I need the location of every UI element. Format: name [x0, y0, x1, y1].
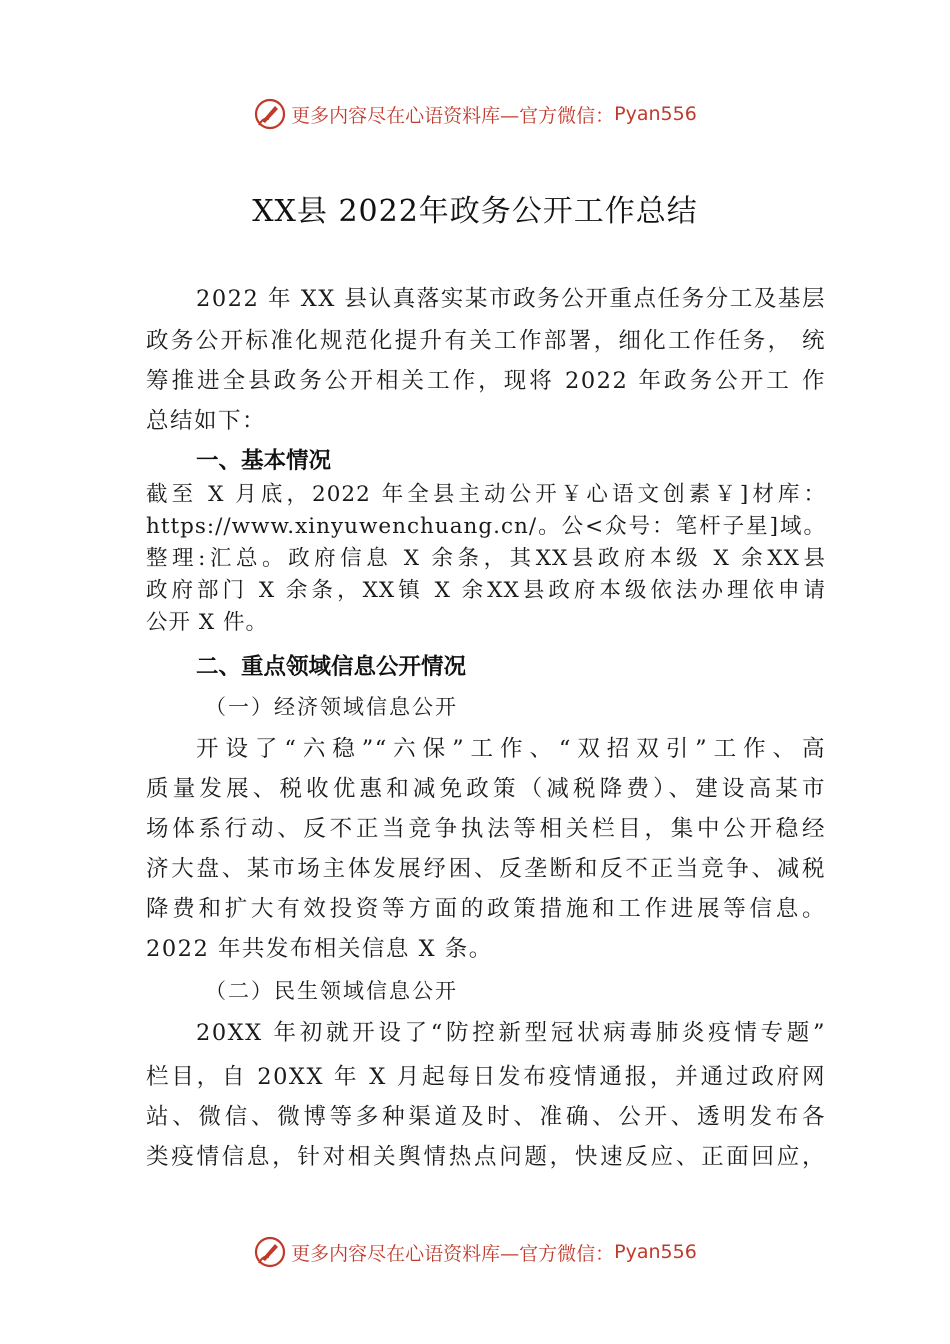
- section-1-heading: 一、基本情况: [196, 448, 332, 474]
- intro-line-1: 2022 年 XX 县认真落实某市政务公开重点任务分工及基层: [196, 286, 826, 312]
- intro-line-3: 筹推进全县政务公开相关工作，现将 2022 年政务公开工 作: [146, 368, 826, 394]
- subsection-1-line-4: 济大盘、某市场主体发展纾困、反垄断和反不正当竞争、减税: [146, 856, 826, 882]
- subsection-2-line-3: 站、微信、微博等多种渠道及时、准确、公开、透明发布各: [146, 1104, 826, 1130]
- footer-banner-wechat-id: Pyan556: [614, 1241, 697, 1263]
- subsection-1-line-5: 降费和扩大有效投资等方面的政策措施和工作进展等信息。: [146, 896, 826, 922]
- header-banner: [0, 94, 950, 134]
- footer-banner-text: 更多内容尽在心语资料库—官方微信：: [291, 1242, 615, 1265]
- section-1-line-5: 公开 X 件。: [146, 610, 268, 635]
- subsection-1-line-1: 开设了“六稳”“六保”工作、“双招双引”工作、高: [196, 736, 826, 762]
- subsection-1-heading: （一）经济领域信息公开: [205, 695, 458, 719]
- subsection-1-line-2: 质量发展、税收优惠和减免政策（减税降费）、建设高某市: [146, 776, 826, 802]
- header-banner-wechat-id: Pyan556: [614, 103, 697, 125]
- subsection-1-line-6: 2022 年共发布相关信息 X 条。: [146, 936, 493, 962]
- section-1-line-2: https://www.xinyuwenchuang.cn/。公<众号：笔杆子星]域。: [146, 514, 826, 539]
- header-banner-text: 更多内容尽在心语资料库—官方微信：: [291, 104, 615, 127]
- pen-logo-icon: [253, 1235, 287, 1269]
- subsection-2-heading: （二）民生领域信息公开: [205, 979, 458, 1003]
- section-1-line-3: 整理:汇总。政府信息 X 余条，其XX县政府本级 X 余XX县: [146, 546, 826, 571]
- footer-banner: [0, 1232, 950, 1272]
- section-1-line-1: 截至 X 月底，2022 年全县主动公开￥心语文创素￥]材库：: [146, 482, 826, 507]
- subsection-1-line-3: 场体系行动、反不正当竞争执法等相关栏目，集中公开稳经: [146, 816, 826, 842]
- section-1-line-4: 政府部门 X 余条，XX镇 X 余XX县政府本级依法办理依申请: [146, 578, 826, 603]
- intro-line-2: 政务公开标准化规范化提升有关工作部署，细化工作任务， 统: [146, 328, 826, 354]
- subsection-2-line-4: 类疫情信息，针对相关舆情热点问题，快速反应、正面回应，: [146, 1144, 826, 1170]
- pen-logo-icon: [253, 97, 287, 131]
- document-title: XX县 2022年政务公开工作总结: [252, 194, 698, 229]
- subsection-2-line-2: 栏目，自 20XX 年 X 月起每日发布疫情通报，并通过政府网: [146, 1064, 826, 1090]
- section-2-heading: 二、重点领域信息公开情况: [196, 654, 467, 680]
- intro-line-4: 总结如下：: [146, 408, 267, 434]
- subsection-2-line-1: 20XX 年初就开设了“防控新型冠状病毒肺炎疫情专题”: [196, 1020, 826, 1046]
